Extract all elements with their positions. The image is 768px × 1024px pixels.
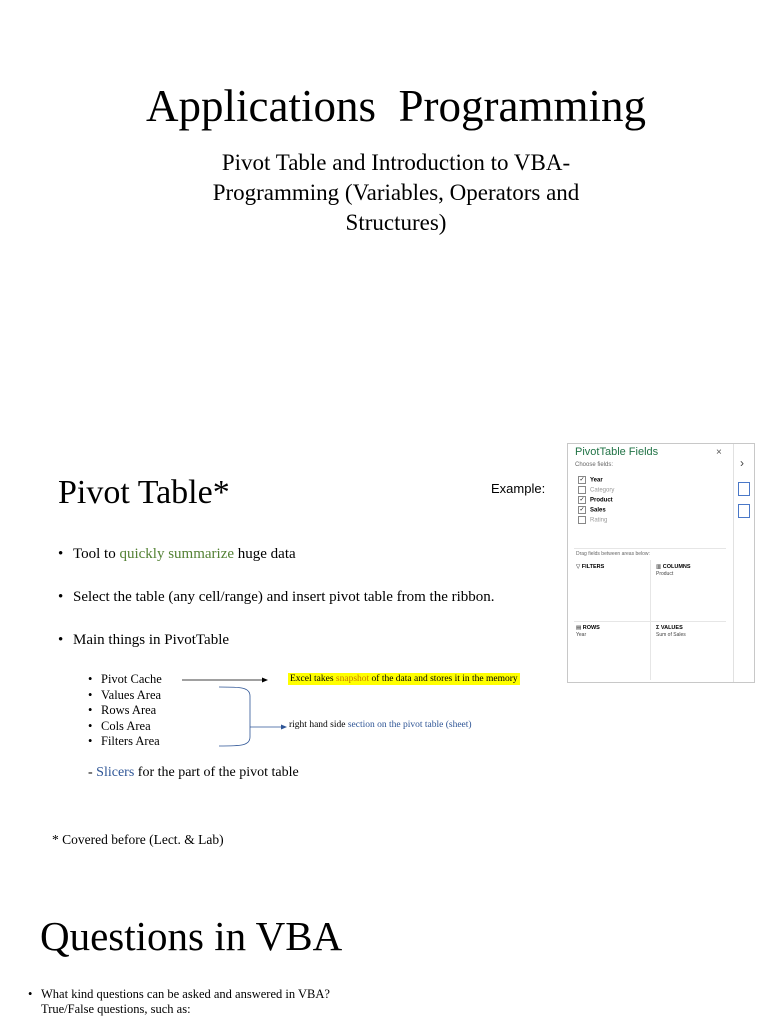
sigma-icon: Σ <box>656 625 661 631</box>
checkbox-icon <box>578 516 586 524</box>
list-item: • Rows Area <box>88 703 157 717</box>
filter-icon: ▽ <box>576 564 582 570</box>
pivot-table-heading: Pivot Table* <box>58 474 230 511</box>
slide-title: Applications Programming <box>146 81 646 131</box>
area-divider <box>650 560 651 680</box>
columns-icon: ▥ <box>656 564 663 570</box>
list-item: • Cols Area <box>88 718 151 733</box>
pivot-components-list <box>88 672 162 750</box>
field-sales[interactable]: ✓ Sales <box>579 507 606 514</box>
covered-note: * Covered before (Lect. & Lab) <box>52 832 224 847</box>
field-settings-icon[interactable] <box>738 504 750 518</box>
bullet-dot-icon: • <box>58 546 64 562</box>
panel-main <box>568 444 734 682</box>
filters-area[interactable]: ▽ FILTERS <box>576 564 605 570</box>
slicers-line: - Slicers for the part of the pivot table <box>88 765 299 780</box>
checkbox-checked-icon: ✓ <box>579 497 585 503</box>
field-product[interactable]: ✓ Product <box>579 497 613 504</box>
bullet-dot-icon: • <box>58 632 64 648</box>
bullet-select-table: • Select the table (any cell/range) and insert pivot table from the ribbon. <box>58 589 495 605</box>
choose-fields-label: Choose fields: <box>575 462 614 468</box>
area-divider <box>574 621 726 622</box>
list-item: • Filters Area <box>88 734 160 748</box>
slicers-text: Slicers <box>96 765 135 780</box>
bullet-dot-icon: • <box>58 589 64 605</box>
questions-heading: Questions in VBA <box>40 913 343 959</box>
bullet-main-things: • Main things in PivotTable <box>58 632 230 648</box>
field-list-icon[interactable] <box>738 482 750 496</box>
rows-icon: ▤ <box>576 625 583 631</box>
pivot-cache-note: Excel takes snapshot of the data and stores it in the memory <box>290 674 518 684</box>
drag-fields-note: Drag fields between areas below: <box>576 551 650 557</box>
values-area[interactable]: Σ VALUES Sum of Sales <box>656 625 686 638</box>
areas-note: right hand side section on the pivot table (sheet) <box>289 720 472 730</box>
close-icon[interactable]: × <box>716 447 722 458</box>
checkbox-icon <box>578 486 586 494</box>
bullet-dot-icon: • <box>28 987 33 1001</box>
bullet-tool: • Tool to quickly summarize huge data <box>58 546 296 562</box>
rows-area[interactable]: ▤ ROWS Year <box>576 625 600 638</box>
pivottable-fields-panel <box>567 443 755 683</box>
subtitle-line: Pivot Table and Introduction to VBA- <box>221 150 571 175</box>
panel-title: PivotTable Fields <box>575 446 659 458</box>
field-year[interactable]: ✓ Year <box>579 477 603 484</box>
field-rating[interactable]: Rating <box>578 516 607 524</box>
slide-subtitle <box>150 148 642 238</box>
list-item: • Pivot Cache <box>88 672 162 686</box>
subtitle-line: Structures) <box>345 210 447 235</box>
quickly-summarize-text: quickly summarize <box>119 546 235 562</box>
checkbox-checked-icon: ✓ <box>579 477 585 483</box>
chevron-right-icon[interactable]: › <box>740 456 744 470</box>
panel-divider <box>574 548 726 549</box>
questions-bullet: • What kind questions can be asked and answered in VBA? True/False questions, such as: <box>28 987 330 1016</box>
checkbox-checked-icon: ✓ <box>579 507 585 513</box>
columns-area[interactable]: ▥ COLUMNS Product <box>656 564 691 577</box>
field-category[interactable]: Category <box>578 486 614 494</box>
example-label: Example: <box>491 481 546 496</box>
subtitle-line: Programming (Variables, Operators and <box>212 180 580 205</box>
list-item: • Values Area <box>88 687 162 702</box>
